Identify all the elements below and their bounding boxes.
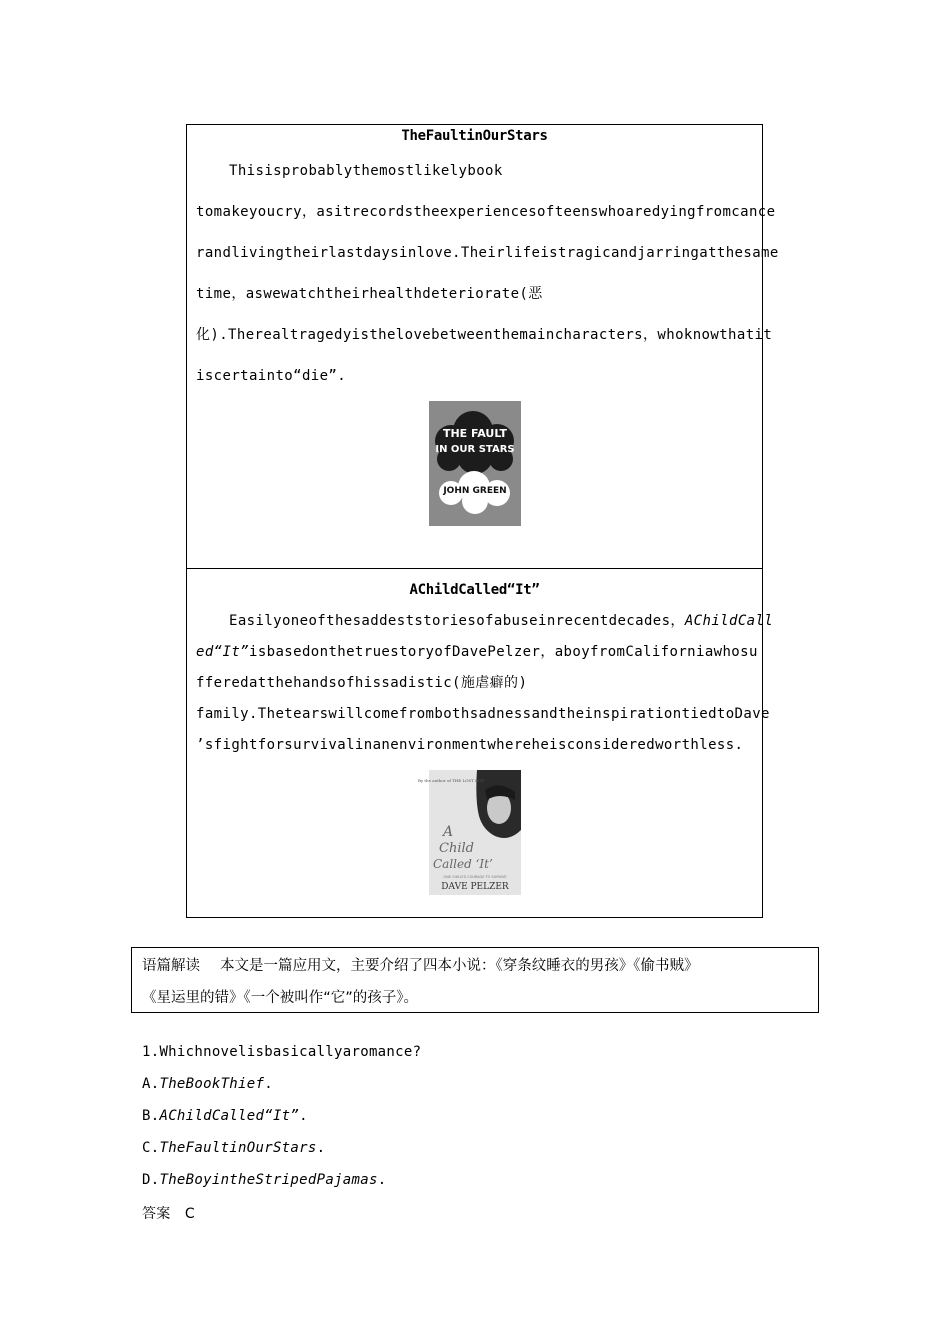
book-text-line: Easilyoneofthesaddeststoriesofabuseinrecentdecades，AChildCall [229, 613, 774, 629]
book-cover-a-child-called-it [417, 770, 521, 895]
option-a: A.TheBookThief. [142, 1076, 273, 1092]
cover-top-text: By the author of THE LOST BOY [417, 778, 485, 783]
book-text-line: iscertainto“die”. [196, 368, 347, 384]
book-text-line: 化).Therealtragedyisthelovebetweenthemaincharacters，whoknowthatit [196, 327, 773, 343]
summary-label: 语篇解读 [142, 958, 200, 974]
cover-title-line: Called ‘It’ [433, 857, 493, 871]
book-text-line: fferedatthehandsofhissadistic(施虐癖的) [196, 675, 528, 691]
book-text-line: ’sfightforsurvivalinanenvironmentwhereheisconsideredworthless. [196, 737, 744, 753]
book-row-a-child-called-it [187, 569, 774, 917]
book-table [186, 124, 779, 918]
book-text-line: time，aswewatchtheirhealthdeteriorate(恶 [196, 286, 543, 302]
cover-title-line: Child [439, 841, 474, 856]
book-row-fault-in-our-stars [187, 125, 779, 569]
cover-author: JOHN GREEN [443, 486, 507, 496]
cover-title-line: IN OUR STARS [435, 444, 515, 455]
answer-value: C [184, 1206, 195, 1222]
book-title: AChildCalled“It” [409, 582, 540, 598]
book-text-line: randlivingtheirlastdaysinlove.Theirlifeistragicandjarringatthesame [196, 245, 779, 261]
cover-tagline: ONE CHILD'S COURAGE TO SURVIVE [443, 875, 507, 879]
option-d: D.TheBoyintheStripedPajamas. [142, 1172, 387, 1188]
summary-line: 《星运里的错》《一个被叫作“它”的孩子》。 [142, 990, 419, 1006]
book-text-line: Thisisprobablythemostlikelybook [229, 163, 503, 179]
option-c: C.TheFaultinOurStars. [142, 1140, 326, 1156]
summary-line: 语篇解读 本文是一篇应用文，主要介绍了四本小说：《穿条纹睡衣的男孩》《偷书贼》 [142, 958, 699, 974]
option-b: B.AChildCalled“It”. [142, 1108, 308, 1124]
book-title: TheFaultinOurStars [401, 128, 548, 144]
book-text-line: tomakeyoucry，asitrecordstheexperiencesofteenswhoaredyingfromcance [196, 204, 776, 220]
answer [142, 1203, 195, 1223]
passage-summary-box [131, 947, 819, 1013]
cover-author: DAVE PELZER [441, 882, 509, 892]
book-text-line: ed“It”isbasedonthetruestoryofDavePelzer，aboyfromCaliforniawhosu [196, 644, 758, 660]
cover-title-line: THE FAULT [442, 427, 508, 440]
book-cover-fault-in-our-stars [429, 401, 521, 526]
answer-label: 答案 [142, 1206, 171, 1222]
book-text-line: family.ThetearswillcomefrombothsadnessandtheinspirationtiedtoDave [196, 706, 770, 722]
question-stem: 1.Whichnovelisbasicallyaromance? [142, 1044, 422, 1060]
cover-title-line: A [443, 824, 454, 840]
